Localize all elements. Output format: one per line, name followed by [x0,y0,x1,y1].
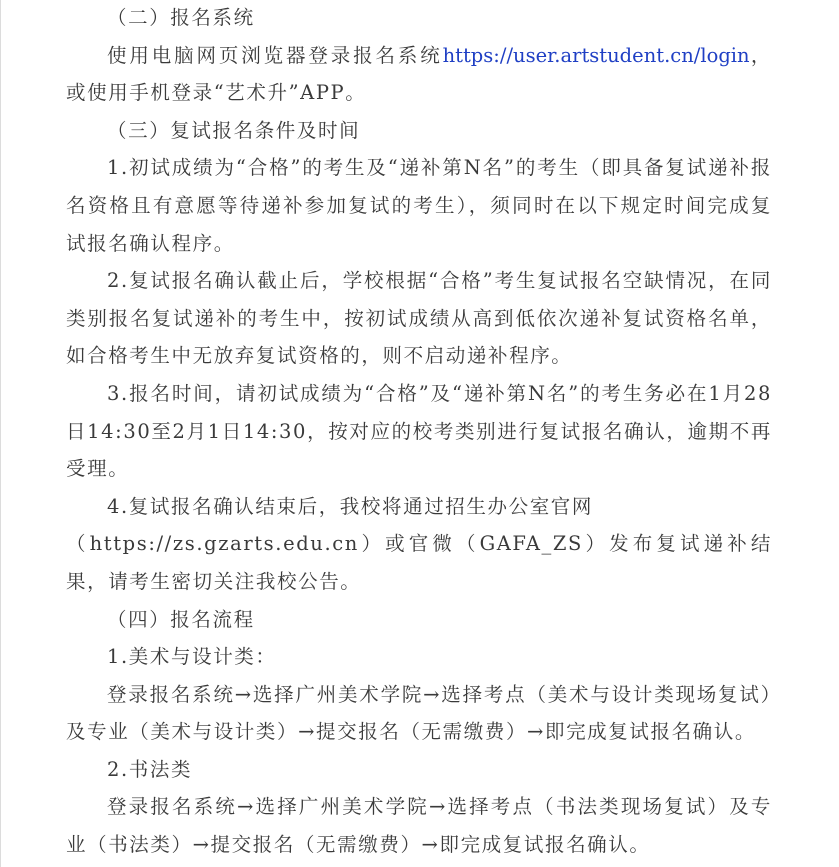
section-3-item-4-first-line: 4.复试报名确认结束后，我校将通过招生办公室官网 [107,494,594,518]
section-2-text-before-link: 使用电脑网页浏览器登录报名系统 [107,43,443,67]
document-body [66,0,772,864]
registration-system-link[interactable]: https://user.artstudent.cn/login [442,43,750,67]
section-4-sub-1-title: 1.美术与设计类： [107,645,277,669]
section-3-heading: （三）复试报名条件及时间 [107,118,361,142]
section-2-paragraph [66,37,772,112]
section-4-sub-2-title: 2.书法类 [107,757,193,781]
section-3-item-1: 1.初试成绩为“合格”的考生及“递补第N名”的考生（即具备复试递补报名资格且有意愿等待递补参加复试的考生），须同时在以下规定时间完成复试报名确认程序。 [66,156,772,255]
section-4-sub-1-text: 登录报名系统→选择广州美术学院→选择考点（美术与设计类现场复试）及专业（美术与设计类）→提交报名（无需缴费）→即完成复试报名确认。 [66,682,772,744]
section-2-heading: （二）报名系统 [107,6,255,29]
section-3-item-2: 2.复试报名确认截止后，学校根据“合格”考生复试报名空缺情况，在同类别报名复试递补的考生中，按初试成绩从高到低依次递补复试资格名单，如合格考生中无放弃复试资格的，则不启动递补程序。 [66,269,772,368]
section-3-item-3: 3.报名时间，请初试成绩为“合格”及“递补第N名”的考生务必在1月28日14:30至2月1日14:30，按对应的校考类别进行复试报名确认，逾期不再受理。 [66,381,772,481]
section-4-heading: （四）报名流程 [107,607,255,631]
page-left-border [0,0,1,867]
section-4-sub-2-text: 登录报名系统→选择广州美术学院→选择考点（书法类现场复试）及专业（书法类）→提交报名（无需缴费）→即完成复试报名确认。 [66,795,772,857]
section-2-text-after-link: ，或使用手机登录“艺术升”APP。 [66,43,772,105]
section-3-item-4-continuation: （https://zs.gzarts.edu.cn）或官微（GAFA_ZS）发布复试递补结果，请考生密切关注我校公告。 [66,532,772,593]
